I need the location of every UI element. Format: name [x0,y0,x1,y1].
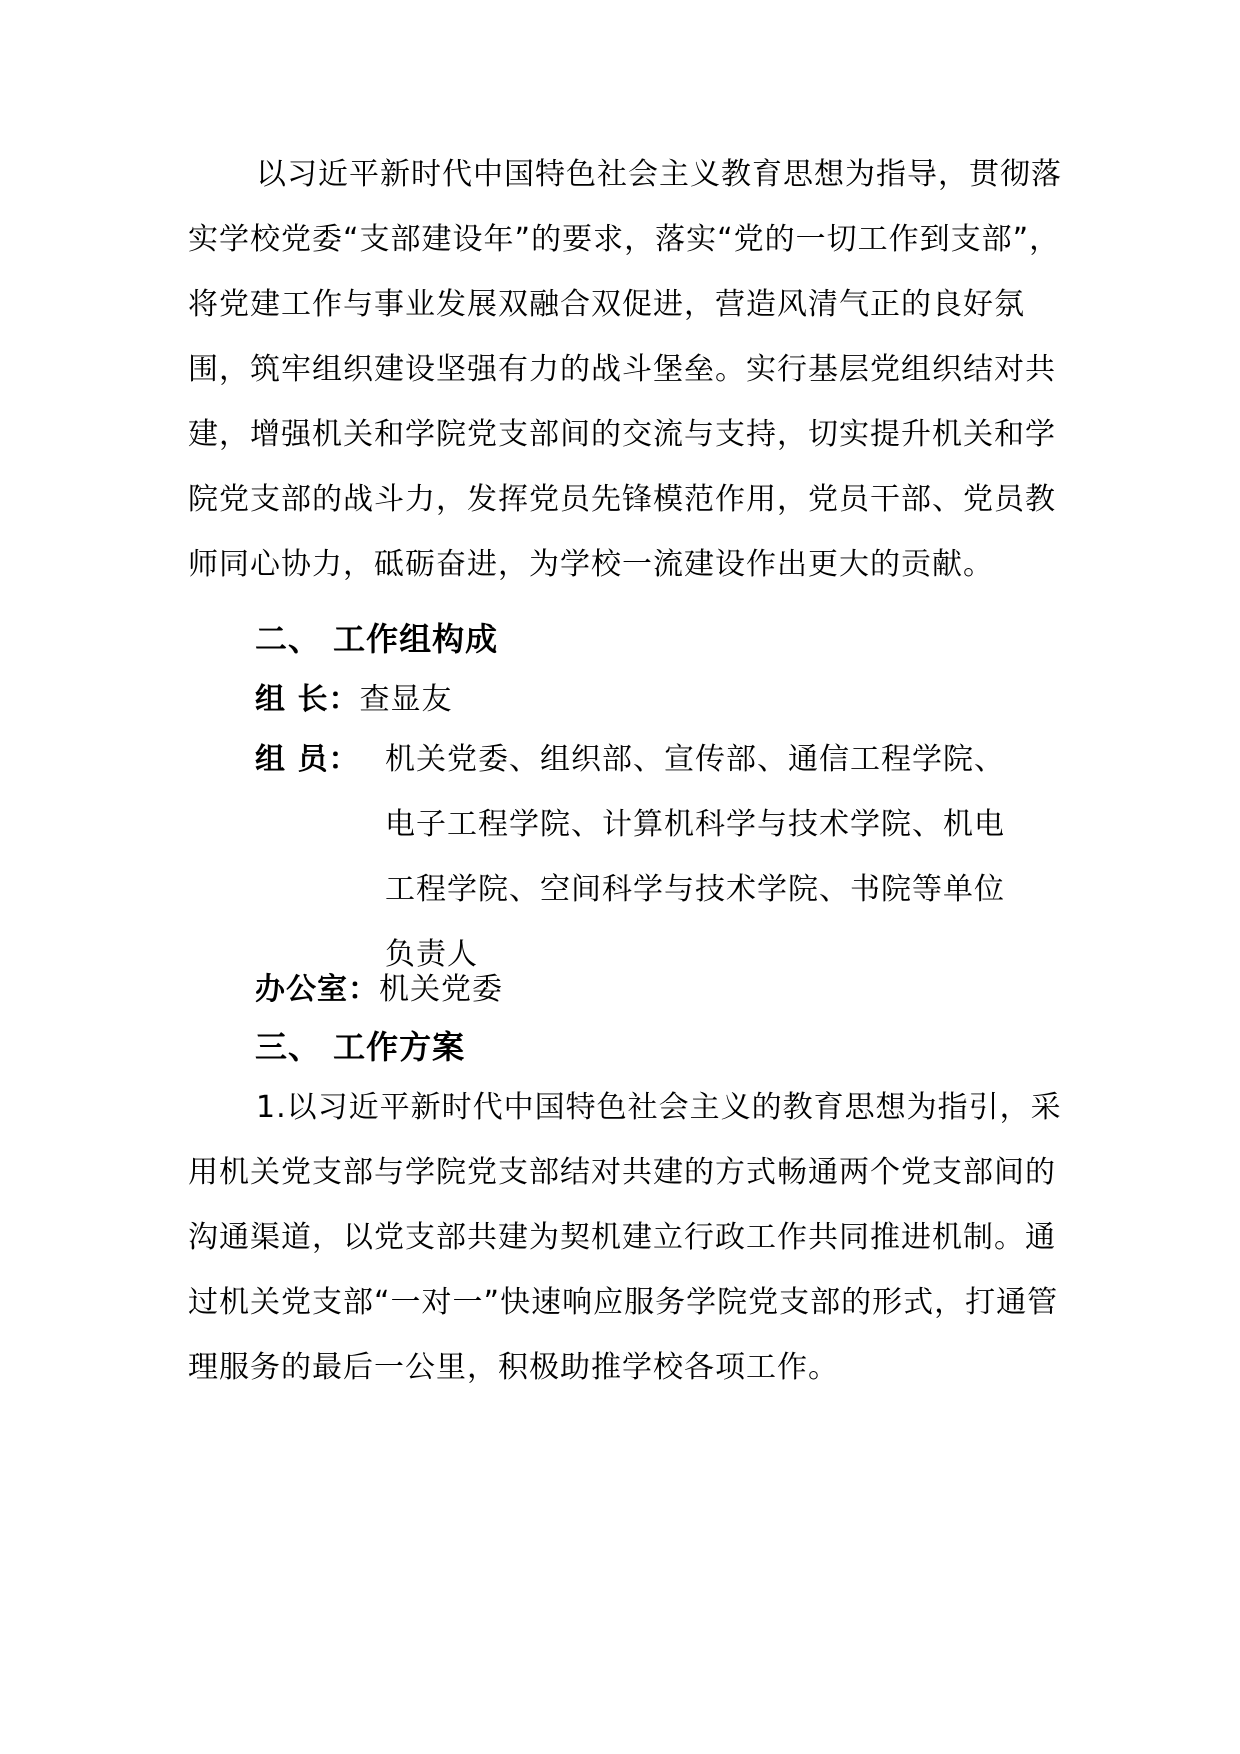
section3-paragraph: 1.以习近平新时代中国特色社会主义的教育思想为指引，采用机关党支部与学院党支部结对共建的方式畅通两个党支部间的沟通渠道，以党支部共建为契机建立行政工作共同推进机制。通过机关党支部“一对一”快速响应服务学院党支部的形式，打通管理服务的最后一公里，积极助推学校各项工作。 [188,1090,1062,1385]
leader-value: 查显友 [359,682,453,717]
members-label: 组 员： [255,742,360,777]
section2-heading: 二、 工作组构成 [255,620,499,658]
members-line: 负责人 [385,937,478,972]
office-value: 机关党委 [379,972,503,1007]
members-list [385,727,1085,987]
members-label-row [255,727,359,792]
members-line: 机关党委、组织部、宣传部、通信工程学院、 [385,742,1005,777]
office-label: 办公室： [255,972,379,1007]
leader-row [255,667,452,732]
office-row [255,957,503,1022]
members-line: 电子工程学院、计算机科学与技术学院、机电 [385,807,1005,842]
intro-block [188,142,1068,597]
section3-heading: 三、 工作方案 [255,1028,466,1066]
leader-label: 组 长： [255,682,360,717]
intro-paragraph: 以习近平新时代中国特色社会主义教育思想为指导，贯彻落实学校党委“支部建设年”的要求，落实“党的一切工作到支部”，将党建工作与事业发展双融合双促进，营造风清气正的良好氛围，筑牢组织建设坚强有力的战斗堡垒。实行基层党组织结对共建，增强机关和学院党支部间的交流与支持，切实提升机关和学院党支部的战斗力，发挥党员先锋模范作用，党员干部、党员教师同心协力，砥砺奋进，为学校一流建设作出更大的贡献。 [188,157,1062,582]
section3-block [188,1075,1068,1400]
members-line: 工程学院、空间科学与技术学院、书院等单位 [385,872,1005,907]
